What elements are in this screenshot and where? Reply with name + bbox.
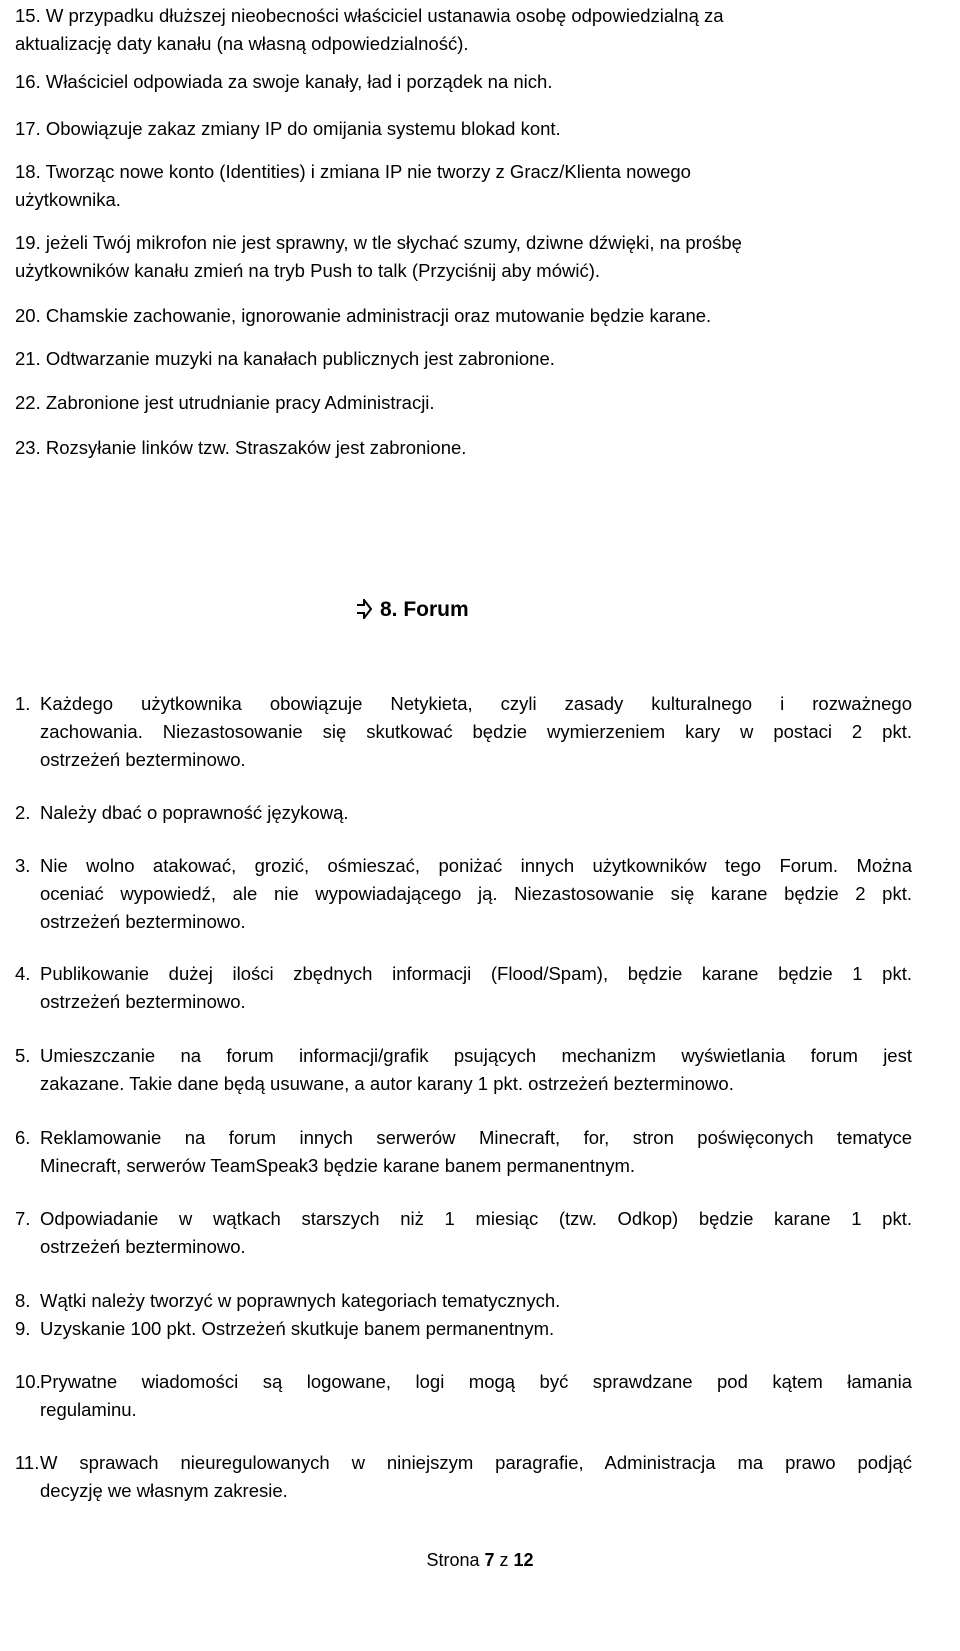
forum-rule-4-line-1: Publikowanie dużej ilości zbędnych informacji (Flood/Spam), będzie karane będzie 1 pkt. <box>40 963 912 984</box>
forum-rule-6-line-1: Reklamowanie na forum innych serwerów Minecraft, for, stron poświęconych tematyce <box>40 1127 912 1148</box>
footer-prefix: Strona <box>426 1550 485 1570</box>
forum-rule-11-line-1: W sprawach nieuregulowanych w niniejszym paragrafie, Administracja ma prawo podjąć <box>40 1452 912 1473</box>
forum-rule-7-number: 7. <box>15 1208 31 1229</box>
footer-current-page: 7 <box>484 1550 495 1570</box>
forum-rule-7-line-2: ostrzeżeń bezterminowo. <box>40 1236 246 1257</box>
forum-rule-5-line-2: zakazane. Takie dane będą usuwane, a autor karany 1 pkt. ostrzeżeń bezterminowo. <box>40 1073 734 1094</box>
forum-rule-11-line-2: decyzję we własnym zakresie. <box>40 1480 288 1501</box>
forum-rule-3-line-2: oceniać wypowiedź, ale nie wypowiadającego ją. Niezastosowanie się karane będzie 2 pkt. <box>40 883 912 904</box>
forum-rule-2-line-1: Należy dbać o poprawność językową. <box>40 802 349 823</box>
forum-rule-11-number: 11. <box>15 1452 40 1473</box>
forum-rule-1-line-2: zachowania. Niezastosowanie się skutkować będzie wymierzeniem kary w postaci 2 pkt. <box>40 721 912 742</box>
forum-rule-10-line-2: regulaminu. <box>40 1399 137 1420</box>
forum-rule-7-line-1: Odpowiadanie w wątkach starszych niż 1 miesiąc (tzw. Odkop) będzie karane 1 pkt. <box>40 1208 912 1229</box>
forum-rule-6-number: 6. <box>15 1127 31 1148</box>
forum-rule-10-line-1: Prywatne wiadomości są logowane, logi mogą być sprawdzane pod kątem łamania <box>40 1371 912 1392</box>
rule-22: 22. Zabronione jest utrudnianie pracy Administracji. <box>15 392 435 413</box>
rule-18-line-2: użytkownika. <box>15 189 121 210</box>
forum-rule-4-line-2: ostrzeżeń bezterminowo. <box>40 991 246 1012</box>
forum-rule-3-line-3: ostrzeżeń bezterminowo. <box>40 911 246 932</box>
forum-rule-10-number: 10. <box>15 1371 41 1392</box>
forum-rule-9-number: 9. <box>15 1318 31 1339</box>
footer-total-pages: 12 <box>513 1550 534 1570</box>
forum-rule-1-line-1: Każdego użytkownika obowiązuje Netykieta, czyli zasady kulturalnego i rozważnego <box>40 693 912 714</box>
forum-rule-8-number: 8. <box>15 1290 31 1311</box>
forum-rule-8-line-1: Wątki należy tworzyć w poprawnych kategoriach tematycznych. <box>40 1290 561 1311</box>
rule-19-line-1: 19. jeżeli Twój mikrofon nie jest sprawny, w tle słychać szumy, dziwne dźwięki, na prośbę <box>15 232 742 253</box>
forum-rule-5-line-1: Umieszczanie na forum informacji/grafik psujących mechanizm wyświetlania forum jest <box>40 1045 912 1066</box>
section-heading <box>356 595 469 625</box>
rule-18-line-1: 18. Tworząc nowe konto (Identities) i zmiana IP nie tworzy z Gracz/Klienta nowego <box>15 161 691 182</box>
rule-23: 23. Rozsyłanie linków tzw. Straszaków jest zabronione. <box>15 437 467 458</box>
forum-rule-3-number: 3. <box>15 855 31 876</box>
forum-rule-9-line-1: Uzyskanie 100 pkt. Ostrzeżeń skutkuje banem permanentnym. <box>40 1318 555 1339</box>
arrow-bullet-icon <box>356 599 372 619</box>
forum-rule-4-number: 4. <box>15 963 31 984</box>
rule-21: 21. Odtwarzanie muzyki na kanałach publicznych jest zabronione. <box>15 348 555 369</box>
forum-rule-1-number: 1. <box>15 693 31 714</box>
rule-19-line-2: użytkowników kanału zmień na tryb Push to talk (Przyciśnij aby mówić). <box>15 260 601 281</box>
section-title: 8. Forum <box>380 598 469 621</box>
forum-rule-6-line-2: Minecraft, serwerów TeamSpeak3 będzie karane banem permanentnym. <box>40 1155 636 1176</box>
rule-17: 17. Obowiązuje zakaz zmiany IP do omijania systemu blokad kont. <box>15 118 561 139</box>
forum-rule-2-number: 2. <box>15 802 31 823</box>
rule-16: 16. Właściciel odpowiada za swoje kanały, ład i porządek na nich. <box>15 71 553 92</box>
rule-20: 20. Chamskie zachowanie, ignorowanie administracji oraz mutowanie będzie karane. <box>15 305 712 326</box>
forum-rule-5-number: 5. <box>15 1045 31 1066</box>
rule-15-line-2: aktualizację daty kanału (na własną odpowiedzialność). <box>15 33 469 54</box>
page-footer <box>0 1547 960 1573</box>
forum-rule-1-line-3: ostrzeżeń bezterminowo. <box>40 749 246 770</box>
forum-rule-3-line-1: Nie wolno atakować, grozić, ośmieszać, poniżać innych użytkowników tego Forum. Można <box>40 855 912 876</box>
footer-mid: z <box>494 1550 514 1570</box>
rule-15-line-1: 15. W przypadku dłuższej nieobecności właściciel ustanawia osobę odpowiedzialną za <box>15 5 724 26</box>
